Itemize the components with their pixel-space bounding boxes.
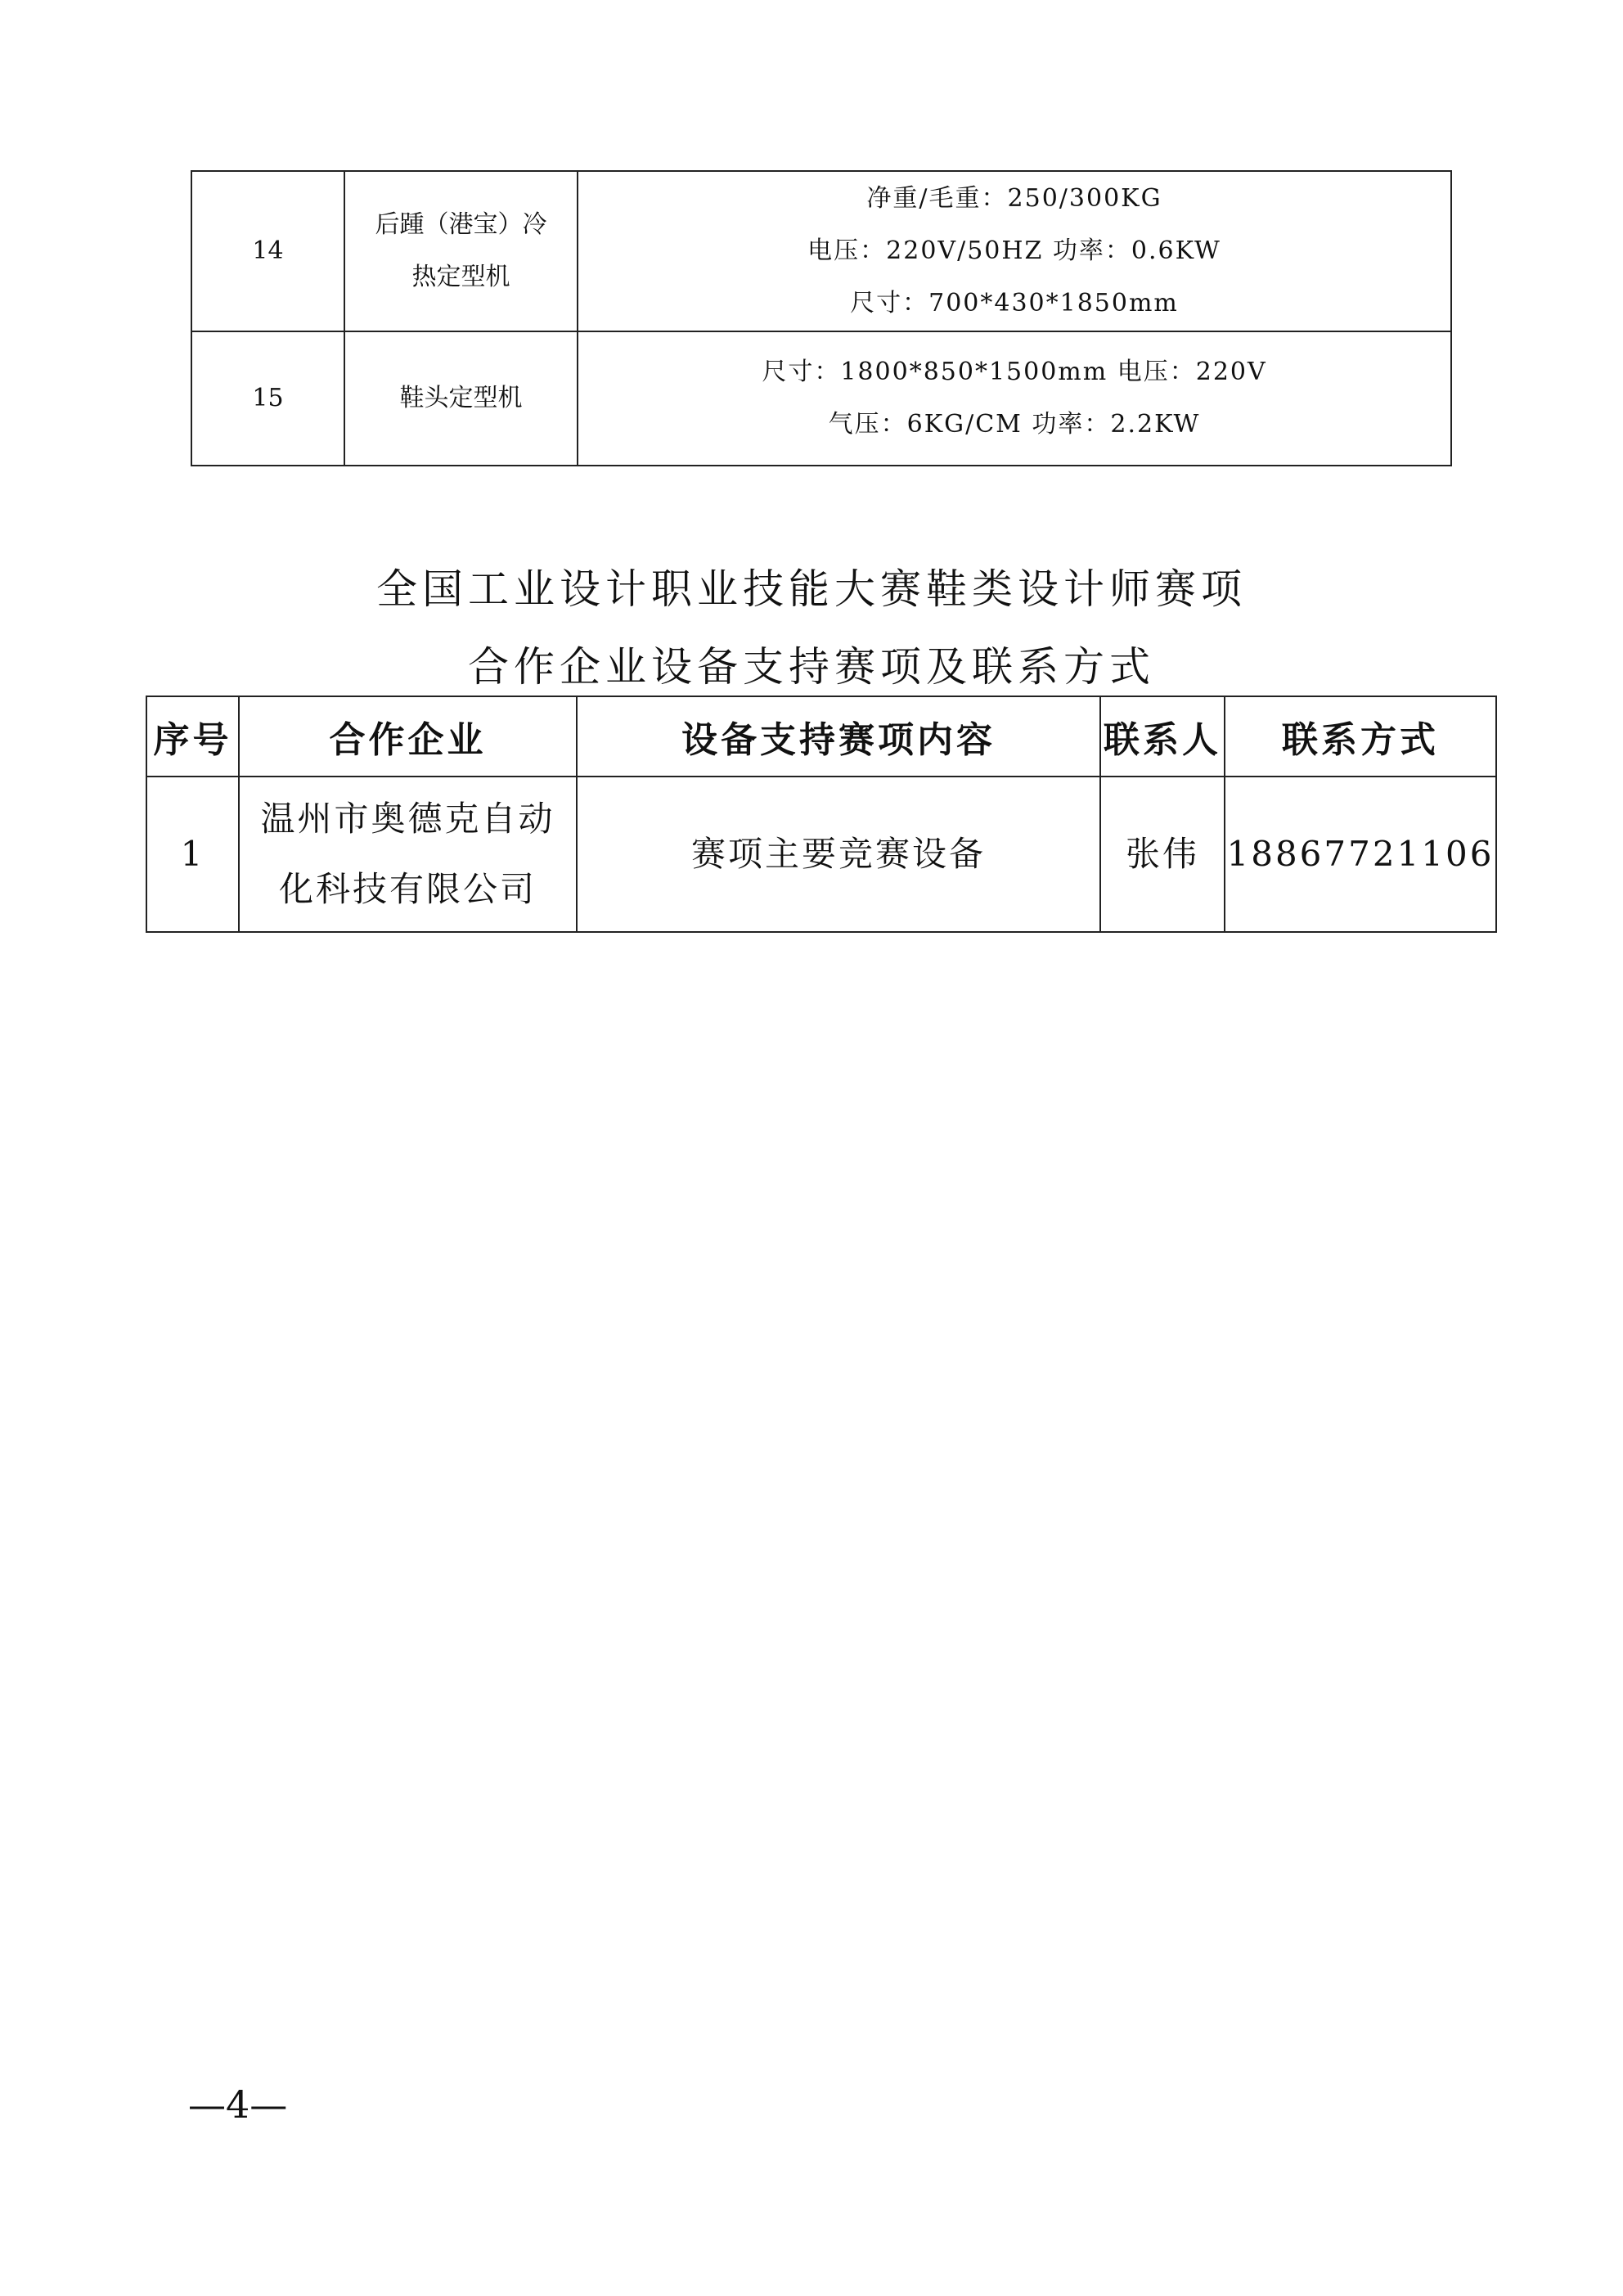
equipment-table bbox=[191, 170, 1452, 466]
header-content: 设备支持赛项内容 bbox=[577, 696, 1100, 777]
header-contact: 联系人 bbox=[1100, 696, 1225, 777]
equipment-index: 15 bbox=[191, 331, 344, 466]
equipment-name bbox=[344, 331, 578, 466]
contact-phone: 18867721106 bbox=[1225, 777, 1496, 932]
equipment-name-line: 鞋头定型机 bbox=[399, 384, 523, 412]
section-title-line1: 全国工业设计职业技能大赛鞋类设计师赛项 bbox=[376, 565, 1247, 613]
company-name bbox=[239, 777, 577, 932]
equipment-name-line: 后踵（港宝）冷 bbox=[375, 210, 547, 239]
section-title-line2: 合作企业设备支持赛项及联系方式 bbox=[468, 643, 1155, 691]
partner-table bbox=[146, 696, 1497, 933]
equipment-spec bbox=[578, 331, 1451, 466]
spec-line: 尺寸：700*430*1850mm bbox=[850, 289, 1179, 317]
header-phone: 联系方式 bbox=[1225, 696, 1496, 777]
table-row bbox=[191, 171, 1451, 331]
header-index: 序号 bbox=[146, 696, 239, 777]
contact-person: 张伟 bbox=[1100, 777, 1225, 932]
spec-line: 电压：220V/50HZ 功率：0.6KW bbox=[807, 236, 1221, 265]
equipment-name bbox=[344, 171, 578, 331]
spec-line: 气压：6KG/CM 功率：2.2KW bbox=[828, 410, 1201, 439]
page-number: —4— bbox=[188, 2082, 288, 2127]
support-content: 赛项主要竞赛设备 bbox=[577, 777, 1100, 932]
equipment-index: 14 bbox=[191, 171, 344, 331]
equipment-name-line: 热定型机 bbox=[411, 263, 510, 291]
spec-line: 净重/毛重：250/300KG bbox=[866, 184, 1162, 213]
company-name-line: 化科技有限公司 bbox=[278, 869, 537, 909]
table-row bbox=[191, 331, 1451, 466]
company-name-line: 温州市奥德克自动 bbox=[260, 799, 555, 839]
spec-line: 尺寸：1800*850*1500mm 电压：220V bbox=[762, 358, 1267, 386]
table-header-row bbox=[146, 696, 1496, 777]
table-row bbox=[146, 777, 1496, 932]
equipment-spec bbox=[578, 171, 1451, 331]
header-company: 合作企业 bbox=[239, 696, 577, 777]
row-index: 1 bbox=[146, 777, 239, 932]
